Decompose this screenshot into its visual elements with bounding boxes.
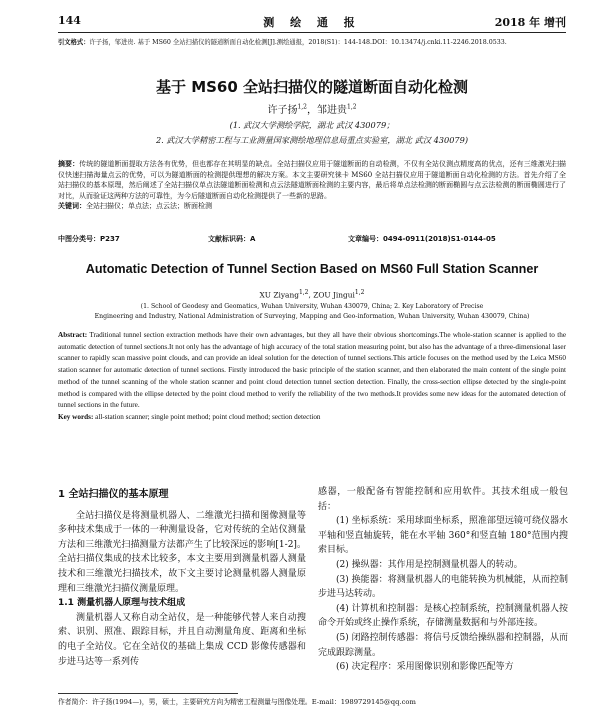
paper-title: 基于 MS60 全站扫描仪的隧道断面自动化检测 [155,78,469,96]
list-item-5: (5) 闭路控制传感器：将信号反馈给操纵器和控制器，从而完成跟踪测量。 [318,632,568,658]
affiliation-2: 2. 武汉大学精密工程与工业测量国家测绘地理信息局重点实验室，湖北 武汉 430079) [155,135,469,145]
author-2-sup: 1,2 [347,103,357,111]
english-affiliation-2: Engineering and Industry, National Administration of Surveying, Mapping and Geo-information, Wuhan University, Wuhan 430079, China) [94,313,530,320]
list-item-1: (1) 坐标系统：采用球面坐标系，照准部望远镜可绕仪器水平轴和竖直轴旋转，能在水平轴 360°和竖直轴 180°范围内搜索目标。 [318,516,568,556]
author-line [58,101,566,116]
page-number: 144 [58,14,81,27]
article-number: 文章编号：0494-0911(2018)S1-0144-05 [348,235,496,243]
keywords-cn-text: 全站扫描仪；单点法；点云法；断面检测 [86,202,212,211]
english-abstract [58,330,566,424]
english-author-1: XU Ziyang [259,290,299,300]
author-1: 许子扬 [267,105,298,116]
list-item-3: (3) 换能器：将测量机器人的电能转换为机械能，从而控制步进马达转动。 [318,574,568,600]
class-number: 中图分类号：P237 [58,235,120,243]
english-author-2: , ZOU Jingui [308,290,355,300]
list-item-4: (4) 计算机和控制器：是核心控制系统，控制测量机器人按命令开始或终止操作系统，存储测量数据和与外部连接。 [318,603,568,629]
header-rule [58,32,566,33]
english-keywords-label: Key words: [58,412,94,421]
body-left-column [58,488,306,669]
english-title: Automatic Detection of Tunnel Section Based on MS60 Full Station Scanner [85,262,539,276]
list-item-6: (6) 决定程序：采用图像识别和影像匹配等方 [336,662,514,673]
journal-name: 测 绘 通 报 [263,16,361,29]
abstract-cn-text: 传统的隧道断面提取方法各有优势，但也都存在其明显的缺点。全站扫描仪应用于隧道断面的自动检测，不仅有全站仪测点精度高的优点，还有三维激光扫描仪快速扫描海量点云的优势，可以为隧道断面的检测提供理想的解决方案。本文主要研究徕卡 MS60 全站扫描仪应用于隧道断面自动化检测的方法。首先介绍了全站扫描仪的基本原理，然后阐述了全站扫描仪单点法隧道断面检测和点云法隧道断面检测的主要内容，最后将单点法检测的断面椭圆与点云法检测的断面椭圆进行了对比，从而验证这两种方法的可靠性，为今后隧道断面自动化检测提供了一些新的思路。 [58,160,567,200]
english-abstract-text: Traditional tunnel section extraction methods have their own advantages, but they all have their obvious shortcomings.The whole-station scanner is applied to the automatic detection of tunnel sections.It not only has the advantage of high accuracy of the total station measuring point, but also has the advantage of a three-dimensional laser scanner to rapidly scan massive point clouds, and can provide an ideal solution for the detection of tunnel sections.This article focuses on the method used by the Leica MS60 station scanner for automatic detection of tunnel sections. Firstly introduced the basic principle of the station scanner, and then elaborated the main content of the single point method of the tunnel scanning of the whole station scanner and point cloud detection tunnel section detection. Finally, the cross-section ellipse detected by the single-point method is compared with the ellipse detected by the point cloud method to verify the reliability of the two methods.It provides some new ideas for the automated detection of tunnel sections in the future. [58,331,567,410]
issue-label: 2018 年 增刊 [494,16,566,29]
footnote-rule [58,693,238,694]
citation-label: 引文格式： [58,39,90,46]
author-2: ，邹进贵 [307,105,347,116]
english-author-1-sup: 1,2 [298,289,309,296]
right-paragraph: 感器，一般配备有智能控制和应用软件。其技术组成一般包括： [318,487,568,512]
citation-block [58,38,566,48]
abstract-cn-label: 摘要： [58,160,80,168]
english-keywords-text: all-station scanner; single point method; point cloud method; section detection [95,412,321,421]
section-1-heading: 1 全站扫描仪的基本原理 [58,489,169,500]
subsection-1-1-paragraph: 测量机器人又称自动全站仪，是一种能够代替人来自动搜索、识别、照准、跟踪目标，并且自动测量角度、距离和坐标的电子全站仪。它在全站仪的基础上集成 CCD 影像传感器和步进马达等一系列传 [58,612,306,667]
affiliation-1: (1. 武汉大学测绘学院，湖北 武汉 430079； [229,120,395,130]
section-1-paragraph: 全站扫描仪是将测量机器人、二维激光扫描和图像测量等多种技术集成于一体的一种测量设备，它对传统的全站仪测量方法和三维激光扫描测量方法都产生了比较深远的影响[1-2]。全站扫描仪集成的技术比较多，本文主要用到测量机器人测量技术和三维激光扫描技术，故下文主要讨论测量机器人测量原理和三维激光扫描仪测量原理。 [58,510,306,594]
english-author-2-sup: 1,2 [354,289,365,296]
abstract-cn [58,159,566,212]
keywords-cn-label: 关键词： [58,202,86,211]
document-code: 文献标识码：A [208,235,256,243]
english-affiliation-1: (1. School of Geodesy and Geomatics, Wuhan University, Wuhan 430079, China; 2. Key Laboratory of Precise [140,303,484,310]
english-affiliation [58,302,566,322]
english-abstract-label: Abstract: [58,331,88,339]
list-item-2: (2) 操纵器：其作用是控制测量机器人的转动。 [336,559,523,570]
author-1-sup: 1,2 [297,103,307,111]
citation-text: 许子扬，邹进贵. 基于 MS60 全站扫描仪的隧道断面自动化检测[J].测绘通报，2018(S1)：144-148.DOI：10.13474/j.cnki.11-2246.2018.0533. [89,39,507,46]
body-right-column [318,485,568,675]
english-authors [58,289,566,299]
running-header [58,14,566,30]
author-footnote: 作者简介：许子扬(1994—)，男，硕士，主要研究方向为精密工程测量与图像处理。E-mail：1989729145@qq.com [58,698,416,706]
subsection-1-1-heading: 1.1 测量机器人原理与技术组成 [58,598,186,609]
